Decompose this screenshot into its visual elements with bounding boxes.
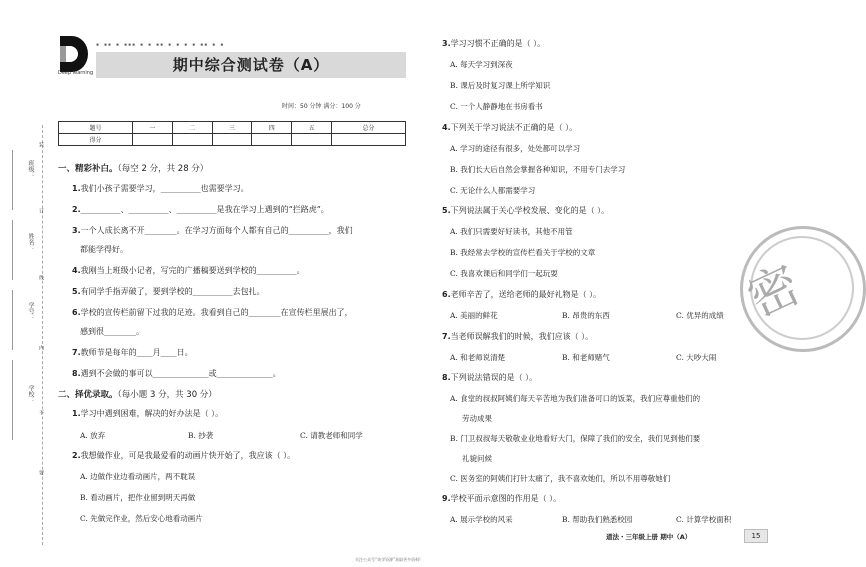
dashed-char: 订 <box>38 208 44 213</box>
score-input-cell[interactable] <box>132 134 172 146</box>
option[interactable]: B. 和老师赌气 <box>562 353 610 362</box>
section2-title: 二、择优录取。 <box>58 390 118 400</box>
section2-note: （每小题 3 分，共 30 分） <box>117 390 217 400</box>
footer-subject: 道法・三年级上册 期中（A） <box>606 533 692 541</box>
option[interactable]: A. 和老师说清楚 <box>450 353 506 362</box>
item-text: 学校的宣传栏前留下过我的足迹。我看到自己的________在宣传栏里展出了， <box>80 308 353 317</box>
s1-item <box>72 265 305 276</box>
item-text: 感到很________。 <box>80 327 144 336</box>
question <box>442 122 577 133</box>
score-input-cell[interactable] <box>212 134 252 146</box>
option[interactable]: B. 课后及时复习课上所学知识 <box>450 81 551 90</box>
option[interactable]: C. 医务室的阿姨们打针太痛了，我不喜欢她们，所以不用尊敬她们 <box>450 474 671 483</box>
blank-line <box>12 360 14 440</box>
score-input-cell[interactable] <box>172 134 212 146</box>
option[interactable]: B. 帮助我们熟悉校园 <box>562 515 633 524</box>
option[interactable]: C. 无论什么人都需要学习 <box>450 186 536 195</box>
option[interactable]: A. 学习的途径有很多，处处都可以学习 <box>450 144 581 153</box>
question <box>442 331 593 342</box>
dashed-char: 内 <box>38 345 44 350</box>
dashed-char: 线 <box>38 275 44 280</box>
question-text: 当老师误解我们的时候，我们应该（ ）。 <box>450 332 594 341</box>
item-num: 5. <box>72 287 81 296</box>
item-num: 3. <box>72 226 81 235</box>
question <box>442 289 601 300</box>
binding-line <box>42 125 43 545</box>
section2-heading <box>58 388 217 400</box>
question-num: 6. <box>442 290 451 299</box>
question-num: 7. <box>442 332 451 341</box>
item-num: 8. <box>72 369 81 378</box>
s1-item <box>72 368 281 379</box>
s2-question <box>72 450 295 461</box>
question-num: 9. <box>442 494 451 503</box>
question-text: 下列关于学习说法不正确的是（ ）。 <box>450 123 578 132</box>
s1-item <box>72 225 353 236</box>
item-text: 我们小孩子需要学习，__________也需要学习。 <box>80 184 249 193</box>
option[interactable]: B. 我经常去学校的宣传栏看关于学校的文章 <box>450 248 596 257</box>
question-text: 我想做作业，可是我最爱看的动画片快开始了，我应该（ ）。 <box>80 451 296 460</box>
question-text: 学习习惯不正确的是（ ）。 <box>450 39 546 48</box>
s1-item-cont <box>80 244 128 255</box>
name-label: 姓名： <box>27 233 34 251</box>
question <box>442 38 545 49</box>
dashed-char: 要 <box>38 470 44 475</box>
question-num: 5. <box>442 206 451 215</box>
question-text: 学习中遇到困难，解决的好办法是（ ）。 <box>80 409 224 418</box>
score-input-cell[interactable] <box>292 134 332 146</box>
section1-note: （每空 2 分，共 28 分） <box>117 164 209 174</box>
option[interactable]: A. 展示学校的风采 <box>450 515 513 524</box>
s1-item <box>72 183 249 194</box>
score-cell: 一 <box>132 122 172 134</box>
option[interactable]: A. 我们只需要好好读书，其他不用管 <box>450 227 573 236</box>
dashed-char: 不 <box>38 410 44 415</box>
page-number: 15 <box>744 529 768 543</box>
question-num: 1. <box>72 409 81 418</box>
item-text: 一个人成长离不开________。在学习方面每个人都有自己的__________，我们 <box>80 226 353 235</box>
option[interactable]: C. 一个人静静地在书房看书 <box>450 102 543 111</box>
s1-item <box>72 286 265 297</box>
s1-item-cont <box>80 326 144 337</box>
question <box>442 493 561 504</box>
option-cont: 劳动成果 <box>462 414 492 423</box>
option[interactable]: C. 我喜欢课后和同学们一起玩耍 <box>450 269 558 278</box>
item-num: 7. <box>72 348 81 357</box>
option[interactable]: C. 计算学校面积 <box>676 515 732 524</box>
page-title: 期中综合测试卷（A） <box>172 56 330 74</box>
score-cell: 题号 <box>59 122 133 134</box>
score-table <box>58 121 406 146</box>
score-input-cell[interactable] <box>332 134 406 146</box>
option[interactable]: A. 每天学习到深夜 <box>450 60 513 69</box>
option-cont: 礼貌问候 <box>462 454 492 463</box>
item-num: 6. <box>72 308 81 317</box>
option[interactable]: B. 抄袭 <box>188 431 214 440</box>
item-num: 4. <box>72 266 81 275</box>
question-text: 学校平面示意图的作用是（ ）。 <box>450 494 562 503</box>
question-num: 4. <box>442 123 451 132</box>
blank-line <box>12 290 14 350</box>
question-num: 3. <box>442 39 451 48</box>
section1-heading <box>58 162 208 174</box>
item-text: 遇到不会做的事可以______________或______________。 <box>80 369 281 378</box>
class-label: 班级： <box>27 160 34 178</box>
s1-item <box>72 307 353 318</box>
question <box>442 372 537 383</box>
dashed-char: 装 <box>38 142 44 147</box>
score-cell: 三 <box>212 122 252 134</box>
option[interactable]: B. 看动画片，把作业留到明天再做 <box>80 493 196 502</box>
header-dots: ▪ ▪▪ ▪ ▪▪▪ ▪ ▪ ▪▪ ▪ ▪ ▪ ▪ ▪▪ ▪ ▪ <box>96 42 225 48</box>
option[interactable]: C. 优异的成绩 <box>676 311 724 320</box>
option[interactable]: B. 我们长大后自然会掌握各种知识，不用专门去学习 <box>450 165 626 174</box>
logo-text: Deep learning <box>58 70 94 76</box>
s1-item <box>72 347 193 358</box>
question-num: 2. <box>72 451 81 460</box>
item-text: 我刚当上班级小记者，写完的广播稿要送到学校的__________。 <box>80 266 305 275</box>
option[interactable]: A. 放弃 <box>80 431 106 440</box>
score-cell: 总分 <box>332 122 406 134</box>
option[interactable]: C. 请教老师和同学 <box>300 431 363 440</box>
item-text: __________、__________、__________是我在学习上遇到的“拦路虎”。 <box>80 205 329 214</box>
score-input-cell[interactable] <box>252 134 292 146</box>
score-cell: 二 <box>172 122 212 134</box>
footer-note: 关注公众号“英学资源”获取更多资料! <box>355 557 421 562</box>
item-text: 有同学手指弄破了，要到学校的__________去包扎。 <box>80 287 265 296</box>
option[interactable]: C. 大吵大闹 <box>676 353 717 362</box>
s1-item <box>72 204 329 215</box>
blank-line <box>12 150 14 210</box>
logo-d-icon <box>60 36 88 72</box>
score-cell: 四 <box>252 122 292 134</box>
option[interactable]: A. 食堂的叔叔阿姨们每天辛苦地为我们准备可口的饭菜，我们应尊重他们的 <box>450 394 701 403</box>
score-table-header-row <box>59 122 406 134</box>
option[interactable]: A. 美丽的鲜花 <box>450 311 498 320</box>
option[interactable]: B. 门卫叔叔每天敬敬业业地看好大门，保障了我们的安全，我们见到他们要 <box>450 434 701 443</box>
option[interactable]: C. 先做完作业，然后安心地看动画片 <box>80 514 203 523</box>
id-label: 学号： <box>27 302 34 320</box>
item-num: 2. <box>72 205 81 214</box>
blank-line <box>12 220 14 280</box>
stamp-char: 密 <box>738 254 809 329</box>
question-text: 下列说法属于关心学校发展、变化的是（ ）。 <box>450 206 610 215</box>
section1-title: 一、精彩补白。 <box>58 164 118 174</box>
question-text: 下列说法错误的是（ ）。 <box>450 373 538 382</box>
item-text: 都能学得好。 <box>80 245 128 254</box>
question-num: 8. <box>442 373 451 382</box>
question <box>442 205 609 216</box>
question-text: 老师辛苦了，送给老师的最好礼物是（ ）。 <box>450 290 602 299</box>
option[interactable]: A. 边做作业边看动画片，两不耽误 <box>80 472 196 481</box>
item-text: 教师节是每年的____月____日。 <box>80 348 193 357</box>
exam-meta: 时间：50 分钟 满分：100 分 <box>282 103 361 110</box>
score-cell: 得分 <box>59 134 133 146</box>
school-label: 学校： <box>27 385 34 403</box>
option[interactable]: B. 昂贵的东西 <box>562 311 610 320</box>
score-table-score-row <box>59 134 406 146</box>
score-cell: 五 <box>292 122 332 134</box>
s2-question <box>72 408 223 419</box>
item-num: 1. <box>72 184 81 193</box>
